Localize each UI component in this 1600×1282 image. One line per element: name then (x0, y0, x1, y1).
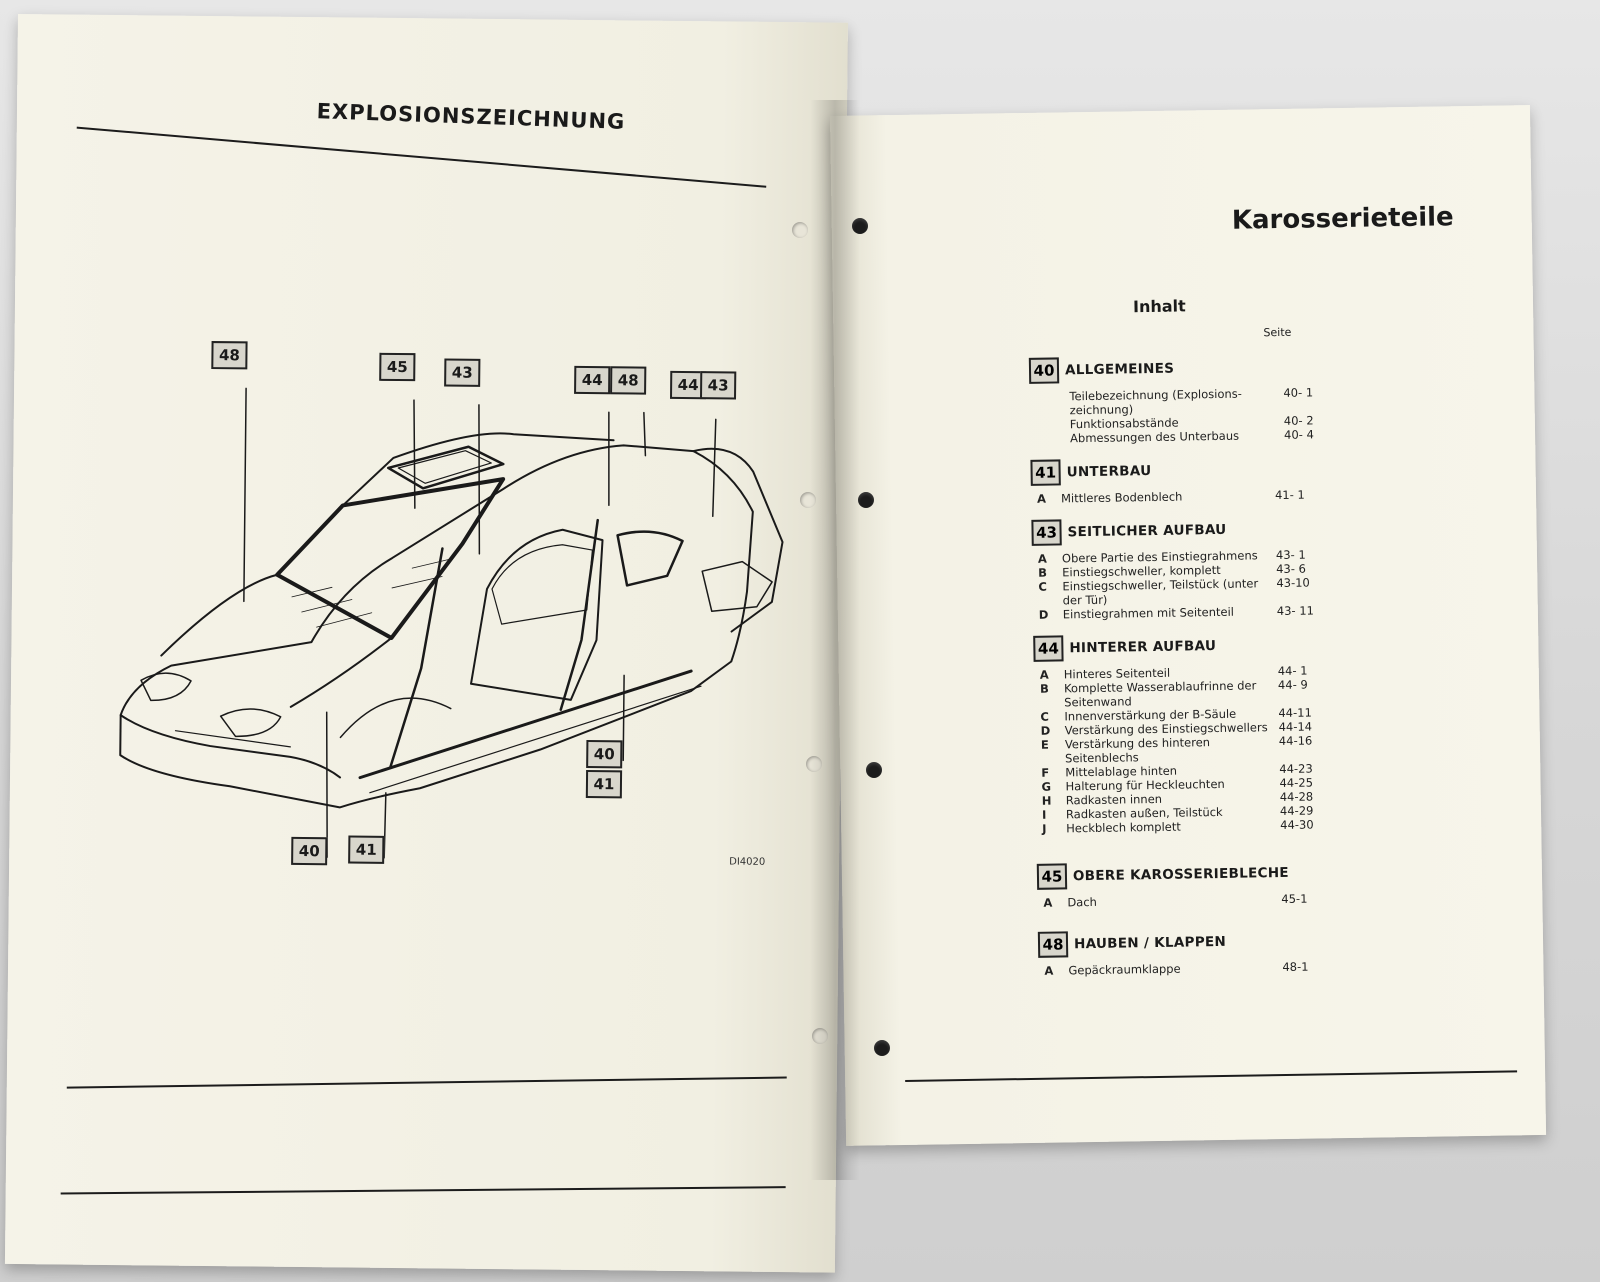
toc-entry: A Mittleres Bodenblech 41- 1 (1036, 487, 1305, 506)
toc-section-40 (1029, 351, 1470, 446)
footer-rule (905, 1070, 1517, 1082)
left-page (5, 14, 848, 1273)
callout-40-sill: 40 (586, 740, 622, 768)
rear-bumper (702, 561, 773, 612)
callout-43-side: 43 (444, 358, 480, 386)
rear-panel (692, 449, 784, 632)
toc-entry: A Gepäckraumklappe 48-1 (1044, 959, 1309, 978)
toc-entry: E Verstärkung des hinteren Seitenblechs 44-16 (1040, 733, 1313, 766)
toc-entry: D Einstiegrahmen mit Seitenteil 43- 11 (1038, 603, 1315, 622)
toc-entry: Teilebezeichnung (Explosions-zeichnung) 40- 1 (1069, 385, 1314, 418)
punch-hole-right-2 (858, 492, 874, 508)
toc-section-44 (1033, 629, 1476, 836)
table-of-contents (1029, 351, 1479, 992)
toc-entry: H Radkasten innen 44-28 (1041, 789, 1314, 808)
toc-entry: Funktionsabstände 40- 2 (1069, 413, 1314, 432)
toc-entry: C Einstiegschweller, Teilstück (unter der Tür) 43-10 (1038, 575, 1310, 608)
toc-entry: C Innenverstärkung der B-Säule 44-11 (1040, 705, 1312, 724)
punch-hole-left-2 (800, 492, 816, 508)
section-title: SEITLICHER AUFBAU (1067, 521, 1227, 541)
body-outline (120, 440, 754, 812)
section-title: ALLGEMEINES (1064, 360, 1175, 379)
callout-43-side-2: 43 (700, 371, 736, 399)
callout-45-roof: 45 (379, 353, 415, 381)
front-bumper (120, 715, 341, 777)
toc-section-43 (1031, 513, 1473, 622)
punch-hole-right-4 (874, 1040, 890, 1056)
toc-entry: I Radkasten außen, Teilstück 44-29 (1041, 803, 1314, 822)
side-sill-lower (370, 683, 701, 796)
door-window (492, 544, 593, 625)
front-wheel-arch (340, 697, 450, 738)
toc-entry: A Dach 45-1 (1043, 891, 1308, 910)
callout-40-front: 40 (291, 837, 327, 865)
section-number: 41 (1030, 459, 1060, 485)
toc-entry: A Hinteres Seitenteil 44- 1 (1039, 663, 1308, 682)
section-title: UNTERBAU (1066, 462, 1152, 481)
punch-hole-left-1 (792, 222, 808, 238)
toc-entry: B Komplette Wasserablaufrinne der Seitenwand 44- 9 (1039, 677, 1308, 710)
callout-44-rear: 44 (574, 366, 610, 394)
toc-section-45 (1037, 857, 1478, 910)
section-number: 45 (1037, 863, 1067, 889)
section-number: 40 (1029, 357, 1059, 383)
callout-44-rear-2: 44 (670, 371, 706, 399)
headlight-right (220, 709, 280, 737)
section-number: 43 (1031, 519, 1061, 545)
section-title: HAUBEN / KLAPPEN (1073, 933, 1227, 953)
punch-hole-left-3 (806, 756, 822, 772)
punch-hole-right-1 (852, 218, 868, 234)
front-door (471, 529, 603, 700)
section-title: HINTERER AUFBAU (1069, 638, 1217, 657)
toc-entry: A Obere Partie des Einstiegrahmens 43- 1 (1037, 547, 1306, 566)
side-sill (360, 668, 691, 781)
callout-41-sill: 41 (586, 770, 622, 798)
heading-rule (77, 127, 767, 188)
footer-rule-1 (67, 1077, 787, 1089)
callout-48-tailgate: 48 (610, 366, 646, 394)
punch-hole-right-3 (866, 762, 882, 778)
windshield (276, 477, 503, 639)
drawing-reference-code: DI4020 (729, 856, 766, 868)
toc-entry: D Verstärkung des Einstiegschwellers 44-14 (1040, 719, 1313, 738)
toc-entry: F Mittelablage hinten 44-23 (1041, 761, 1313, 780)
punch-hole-left-4 (812, 1028, 828, 1044)
section-title: OBERE KAROSSERIEBLECHE (1072, 864, 1290, 885)
toc-entry: Abmessungen des Unterbaus 40- 4 (1069, 427, 1314, 446)
toc-entry: B Einstiegschweller, komplett 43- 6 (1038, 561, 1307, 580)
toc-heading: Inhalt (1132, 296, 1186, 317)
section-number: 48 (1038, 931, 1068, 957)
callout-41-front: 41 (348, 836, 384, 864)
rear-quarter-window (617, 531, 683, 586)
page-column-heading: Seite (1263, 325, 1292, 340)
toc-entry: J Heckblech komplett 44-30 (1042, 817, 1314, 836)
page-heading-explosionszeichnung: EXPLOSIONSZEICHNUNG (316, 99, 626, 134)
toc-entry: G Halterung für Heckleuchten 44-25 (1041, 775, 1314, 794)
footer-rule-2 (61, 1186, 786, 1194)
car-body-exploded-drawing (89, 335, 815, 903)
sunroof-glass (398, 450, 491, 484)
page-title: Karosserieteile (1231, 202, 1454, 236)
callout-48-bonnet: 48 (211, 341, 247, 369)
section-number: 44 (1033, 635, 1063, 661)
bonnet-edge (161, 574, 392, 708)
toc-section-41 (1030, 453, 1471, 506)
right-page (830, 105, 1546, 1146)
toc-section-48 (1038, 925, 1479, 978)
headlight-left (141, 673, 191, 701)
